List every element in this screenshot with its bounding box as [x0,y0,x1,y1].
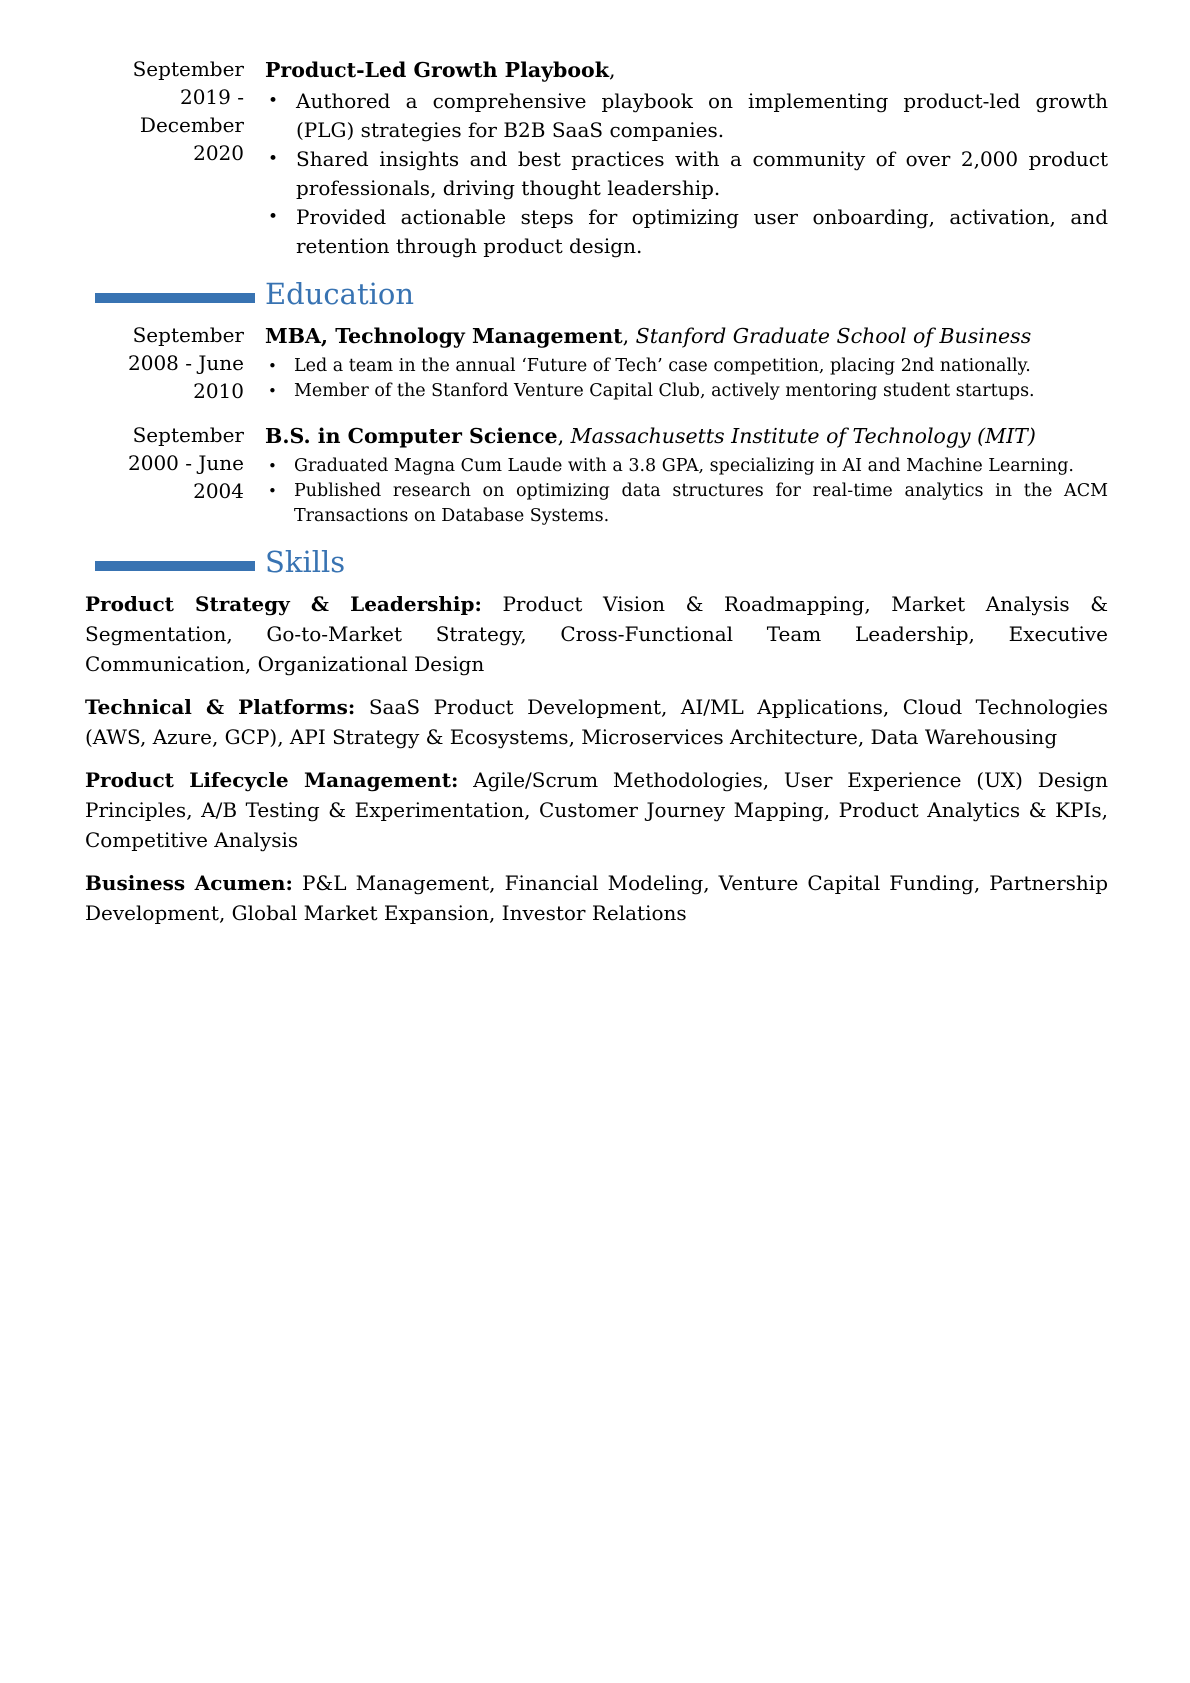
list-item [265,145,1108,203]
entry-dates: September 2008 - June 2010 [128,323,244,403]
entry-bullet-list [265,354,1108,404]
institution-text: Massachusetts Institute of Technology (MIT) [570,424,1036,448]
skill-category-items: Product Vision & Roadmapping, Market Analysis & Segmentation, Go-to-Market Strategy, Cross-Functional Team Leadership, Executive Communication, Organizational Design [85,592,1108,676]
list-item [265,454,1108,479]
skill-category-label: Business Acumen: [85,871,293,895]
entry-bullet-list [265,454,1108,529]
entry-title-text: Product-Led Growth Playbook [265,58,609,82]
degree-separator: , [557,424,571,448]
bullet-text: Shared insights and best practices with a community of over 2,000 product professionals, driving thought leadership. [296,147,1108,200]
entry-body [265,421,1108,529]
skill-category-label: Product Lifecycle Management: [85,768,459,792]
section-title: Skills [265,545,346,579]
skills-list [82,589,1108,928]
bullet-text: Member of the Stanford Venture Capital Club, actively mentoring student startups. [294,381,1035,401]
list-item [265,354,1108,379]
degree-text: MBA, Technology Management [265,324,623,348]
bullet-text: Published research on optimizing data structures for real-time analytics in the ACM Transactions on Database Systems. [294,481,1108,526]
entry-title [265,421,1108,451]
degree-separator: , [622,324,636,348]
bullet-text: Led a team in the annual ‘Future of Tech’ case competition, placing 2nd nationally. [294,356,1031,376]
entry-bullet-list [265,87,1108,261]
skill-category-label: Product Strategy & Leadership: [85,592,482,616]
entry-body [265,55,1108,261]
entry-body [265,321,1108,405]
section-header-skills [95,545,1108,579]
section-rule [95,293,255,303]
bullet-text: Authored a comprehensive playbook on implementing product-led growth (PLG) strategies for B2B SaaS companies. [296,89,1108,142]
education-entry-mba [85,321,1108,405]
list-item [265,479,1108,529]
bullet-icon: • [268,382,277,400]
list-item [265,379,1108,404]
skill-category [85,589,1108,679]
skill-category-items: SaaS Product Development, AI/ML Applications, Cloud Technologies (AWS, Azure, GCP), API Strategy & Ecosystems, Microservices Architecture, Data Warehousing [85,695,1108,749]
list-item [265,87,1108,145]
degree-text: B.S. in Computer Science [265,424,558,448]
entry-title-suffix: , [608,58,616,82]
institution-text: Stanford Graduate School of Business [635,324,1032,348]
skill-category-items: P&L Management, Financial Modeling, Venture Capital Funding, Partnership Development, Global Market Expansion, Investor Relations [85,871,1108,925]
bullet-icon: • [268,482,277,500]
bullet-text: Provided actionable steps for optimizing user onboarding, activation, and retention through product design. [296,205,1108,258]
entry-title [265,55,1108,85]
skill-category-label: Technical & Platforms: [85,695,356,719]
section-rule [95,561,255,571]
bullet-text: Graduated Magna Cum Laude with a 3.8 GPA, specializing in AI and Machine Learning. [294,456,1074,476]
entry-dates: September 2000 - June 2004 [128,423,244,503]
entry-dates: September 2019 - December 2020 [132,57,244,165]
skill-category [85,765,1108,855]
bullet-icon: • [268,149,279,169]
section-title: Education [265,277,415,311]
project-entry-plg-playbook [85,55,1108,261]
skill-category-items: Agile/Scrum Methodologies, User Experience (UX) Design Principles, A/B Testing & Experimentation, Customer Journey Mapping, Product Analytics & KPIs, Competitive Analysis [85,768,1108,852]
skill-category [85,868,1108,928]
bullet-icon: • [268,357,277,375]
section-header-education [95,277,1108,311]
skill-category [85,692,1108,752]
list-item [265,203,1108,261]
bullet-icon: • [268,91,279,111]
bullet-icon: • [268,207,279,227]
bullet-icon: • [268,457,277,475]
education-entry-bs [85,421,1108,529]
entry-title [265,321,1108,351]
